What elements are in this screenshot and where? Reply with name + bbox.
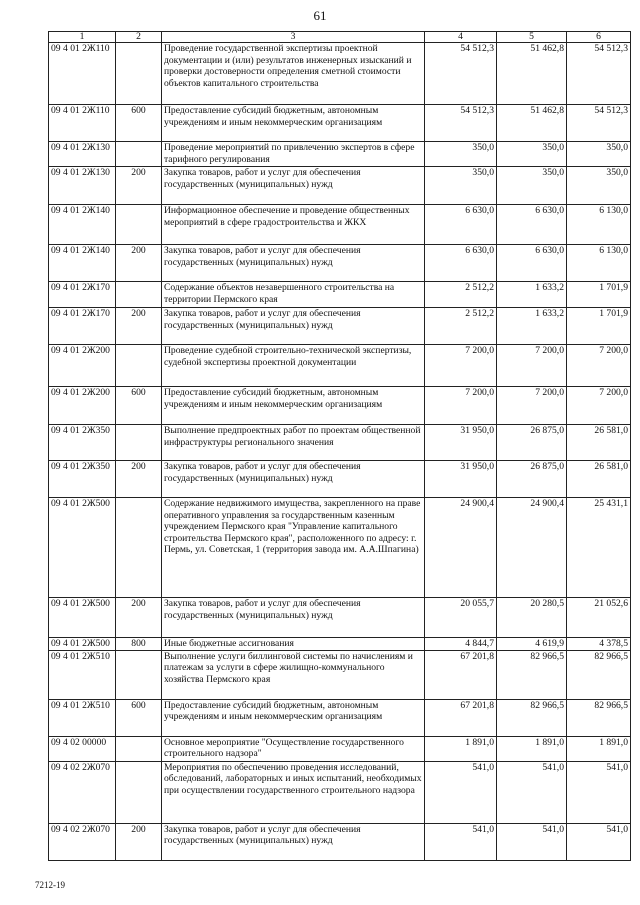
cell-value-4: 54 512,3 xyxy=(425,105,497,142)
cell-value-5: 1 891,0 xyxy=(497,736,567,761)
cell-name: Содержание недвижимого имущества, закрепленного на праве оперативного управления за государственным казенным учреждением Пермского края "Управление капитального строительства Пермского края", расположенного по адресу: г. Пермь, ул. Советская, 1 (территория завода им. А.А.Шпагина) xyxy=(162,498,425,598)
cell-code: 09 4 01 2Ж200 xyxy=(49,387,116,425)
table-row xyxy=(49,205,631,245)
cell-value-6: 7 200,0 xyxy=(567,387,631,425)
column-header-2: 2 xyxy=(116,32,162,43)
table-row xyxy=(49,43,631,105)
column-header-1: 1 xyxy=(49,32,116,43)
column-header-3: 3 xyxy=(162,32,425,43)
cell-value-5: 1 633,2 xyxy=(497,282,567,308)
cell-value-5: 26 875,0 xyxy=(497,425,567,461)
cell-code: 09 4 02 2Ж070 xyxy=(49,823,116,860)
cell-code: 09 4 01 2Ж170 xyxy=(49,282,116,308)
cell-value-4: 24 900,4 xyxy=(425,498,497,598)
cell-value-6: 21 052,6 xyxy=(567,598,631,638)
budget-table xyxy=(48,31,631,861)
cell-name: Закупка товаров, работ и услуг для обеспечения государственных (муниципальных) нужд xyxy=(162,823,425,860)
cell-value-6: 7 200,0 xyxy=(567,345,631,387)
cell-value-4: 7 200,0 xyxy=(425,387,497,425)
cell-name: Закупка товаров, работ и услуг для обеспечения государственных (муниципальных) нужд xyxy=(162,308,425,345)
cell-value-6: 26 581,0 xyxy=(567,461,631,498)
cell-name: Закупка товаров, работ и услуг для обеспечения государственных (муниципальных) нужд xyxy=(162,461,425,498)
cell-expense-type: 200 xyxy=(116,167,162,205)
cell-value-4: 31 950,0 xyxy=(425,425,497,461)
cell-value-5: 7 200,0 xyxy=(497,345,567,387)
cell-value-6: 54 512,3 xyxy=(567,105,631,142)
table-row xyxy=(49,498,631,598)
cell-name: Основное мероприятие "Осуществление государственного строительного надзора" xyxy=(162,736,425,761)
cell-expense-type xyxy=(116,650,162,699)
cell-value-4: 541,0 xyxy=(425,761,497,823)
table-row xyxy=(49,650,631,699)
table-row xyxy=(49,345,631,387)
cell-code: 09 4 02 2Ж070 xyxy=(49,761,116,823)
cell-expense-type: 200 xyxy=(116,245,162,282)
column-header-6: 6 xyxy=(567,32,631,43)
cell-code: 09 4 01 2Ж170 xyxy=(49,308,116,345)
cell-expense-type: 600 xyxy=(116,699,162,736)
cell-expense-type xyxy=(116,345,162,387)
cell-name: Предоставление субсидий бюджетным, автономным учреждениям и иным некоммерческим организациям xyxy=(162,387,425,425)
cell-value-6: 541,0 xyxy=(567,823,631,860)
table-row xyxy=(49,699,631,736)
cell-value-6: 4 378,5 xyxy=(567,638,631,651)
cell-value-6: 26 581,0 xyxy=(567,425,631,461)
cell-name: Выполнение услуги биллинговой системы по начислениям и платежам за услуги в сфере жилищно-коммунального хозяйства Пермского края xyxy=(162,650,425,699)
cell-value-5: 26 875,0 xyxy=(497,461,567,498)
cell-name: Выполнение предпроектных работ по проектам общественной инфраструктуры регионального значения xyxy=(162,425,425,461)
table-row xyxy=(49,142,631,167)
cell-code: 09 4 01 2Ж110 xyxy=(49,43,116,105)
cell-name: Мероприятия по обеспечению проведения исследований, обследований, лабораторных и иных испытаний, необходимых при осуществлении государственного строительного надзора xyxy=(162,761,425,823)
cell-code: 09 4 01 2Ж110 xyxy=(49,105,116,142)
cell-expense-type: 800 xyxy=(116,638,162,651)
cell-name: Проведение государственной экспертизы проектной документации и (или) результатов инженерных изысканий и проверки достоверности определения сметной стоимости объектов капитального строительства xyxy=(162,43,425,105)
cell-value-4: 350,0 xyxy=(425,167,497,205)
cell-value-5: 1 633,2 xyxy=(497,308,567,345)
cell-code: 09 4 01 2Ж500 xyxy=(49,638,116,651)
cell-expense-type xyxy=(116,425,162,461)
cell-value-5: 20 280,5 xyxy=(497,598,567,638)
cell-expense-type xyxy=(116,205,162,245)
cell-name: Содержание объектов незавершенного строительства на территории Пермского края xyxy=(162,282,425,308)
table-row xyxy=(49,387,631,425)
cell-name: Информационное обеспечение и проведение общественных мероприятий в сфере градостроительства и ЖКХ xyxy=(162,205,425,245)
cell-expense-type: 200 xyxy=(116,598,162,638)
cell-value-6: 82 966,5 xyxy=(567,650,631,699)
cell-name: Закупка товаров, работ и услуг для обеспечения государственных (муниципальных) нужд xyxy=(162,167,425,205)
cell-value-4: 20 055,7 xyxy=(425,598,497,638)
column-header-4: 4 xyxy=(425,32,497,43)
cell-value-6: 6 130,0 xyxy=(567,245,631,282)
cell-expense-type: 200 xyxy=(116,308,162,345)
cell-code: 09 4 01 2Ж200 xyxy=(49,345,116,387)
cell-expense-type: 200 xyxy=(116,823,162,860)
page-number: 61 xyxy=(313,8,327,23)
cell-value-4: 7 200,0 xyxy=(425,345,497,387)
cell-value-4: 54 512,3 xyxy=(425,43,497,105)
cell-expense-type xyxy=(116,142,162,167)
table-row xyxy=(49,461,631,498)
table-row xyxy=(49,167,631,205)
cell-value-5: 6 630,0 xyxy=(497,205,567,245)
cell-code: 09 4 02 00000 xyxy=(49,736,116,761)
cell-name: Закупка товаров, работ и услуг для обеспечения государственных (муниципальных) нужд xyxy=(162,245,425,282)
table-row xyxy=(49,823,631,860)
table-row xyxy=(49,105,631,142)
cell-expense-type xyxy=(116,761,162,823)
cell-value-5: 51 462,8 xyxy=(497,105,567,142)
cell-value-5: 350,0 xyxy=(497,167,567,205)
cell-value-4: 67 201,8 xyxy=(425,650,497,699)
table-row xyxy=(49,761,631,823)
cell-value-5: 7 200,0 xyxy=(497,387,567,425)
table-row xyxy=(49,736,631,761)
cell-value-5: 541,0 xyxy=(497,823,567,860)
table-row xyxy=(49,308,631,345)
cell-name: Предоставление субсидий бюджетным, автономным учреждениям и иным некоммерческим организациям xyxy=(162,105,425,142)
cell-value-6: 25 431,1 xyxy=(567,498,631,598)
cell-value-6: 82 966,5 xyxy=(567,699,631,736)
table-row xyxy=(49,598,631,638)
document-footer-code: 7212-19 xyxy=(35,880,65,890)
cell-value-4: 67 201,8 xyxy=(425,699,497,736)
cell-code: 09 4 01 2Ж140 xyxy=(49,245,116,282)
cell-value-6: 1 891,0 xyxy=(567,736,631,761)
cell-value-6: 350,0 xyxy=(567,167,631,205)
cell-name: Предоставление субсидий бюджетным, автономным учреждениям и иным некоммерческим организациям xyxy=(162,699,425,736)
cell-name: Закупка товаров, работ и услуг для обеспечения государственных (муниципальных) нужд xyxy=(162,598,425,638)
cell-expense-type xyxy=(116,282,162,308)
table-header-row xyxy=(49,32,631,43)
cell-expense-type xyxy=(116,498,162,598)
cell-value-4: 31 950,0 xyxy=(425,461,497,498)
cell-code: 09 4 01 2Ж500 xyxy=(49,598,116,638)
cell-value-6: 1 701,9 xyxy=(567,308,631,345)
cell-code: 09 4 01 2Ж140 xyxy=(49,205,116,245)
cell-value-6: 541,0 xyxy=(567,761,631,823)
cell-expense-type xyxy=(116,43,162,105)
cell-value-6: 350,0 xyxy=(567,142,631,167)
cell-value-5: 82 966,5 xyxy=(497,650,567,699)
cell-value-4: 2 512,2 xyxy=(425,282,497,308)
cell-code: 09 4 01 2Ж350 xyxy=(49,461,116,498)
cell-value-4: 350,0 xyxy=(425,142,497,167)
cell-code: 09 4 01 2Ж130 xyxy=(49,167,116,205)
cell-value-4: 4 844,7 xyxy=(425,638,497,651)
cell-code: 09 4 01 2Ж130 xyxy=(49,142,116,167)
cell-value-6: 6 130,0 xyxy=(567,205,631,245)
cell-value-4: 6 630,0 xyxy=(425,245,497,282)
cell-expense-type: 600 xyxy=(116,387,162,425)
cell-value-5: 51 462,8 xyxy=(497,43,567,105)
cell-value-6: 1 701,9 xyxy=(567,282,631,308)
cell-name: Проведение мероприятий по привлечению экспертов в сфере тарифного регулирования xyxy=(162,142,425,167)
cell-code: 09 4 01 2Ж510 xyxy=(49,650,116,699)
column-header-5: 5 xyxy=(497,32,567,43)
cell-value-4: 1 891,0 xyxy=(425,736,497,761)
cell-value-5: 6 630,0 xyxy=(497,245,567,282)
table-row xyxy=(49,245,631,282)
cell-value-5: 350,0 xyxy=(497,142,567,167)
cell-name: Иные бюджетные ассигнования xyxy=(162,638,425,651)
cell-code: 09 4 01 2Ж510 xyxy=(49,699,116,736)
table-row xyxy=(49,282,631,308)
cell-code: 09 4 01 2Ж500 xyxy=(49,498,116,598)
cell-expense-type: 600 xyxy=(116,105,162,142)
cell-code: 09 4 01 2Ж350 xyxy=(49,425,116,461)
cell-value-4: 6 630,0 xyxy=(425,205,497,245)
cell-value-4: 2 512,2 xyxy=(425,308,497,345)
table-row xyxy=(49,638,631,651)
cell-value-5: 82 966,5 xyxy=(497,699,567,736)
cell-expense-type xyxy=(116,736,162,761)
cell-name: Проведение судебной строительно-технической экспертизы, судебной экспертизы проектной документации xyxy=(162,345,425,387)
cell-value-4: 541,0 xyxy=(425,823,497,860)
cell-value-5: 541,0 xyxy=(497,761,567,823)
cell-expense-type: 200 xyxy=(116,461,162,498)
cell-value-6: 54 512,3 xyxy=(567,43,631,105)
table-row xyxy=(49,425,631,461)
cell-value-5: 24 900,4 xyxy=(497,498,567,598)
cell-value-5: 4 619,9 xyxy=(497,638,567,651)
